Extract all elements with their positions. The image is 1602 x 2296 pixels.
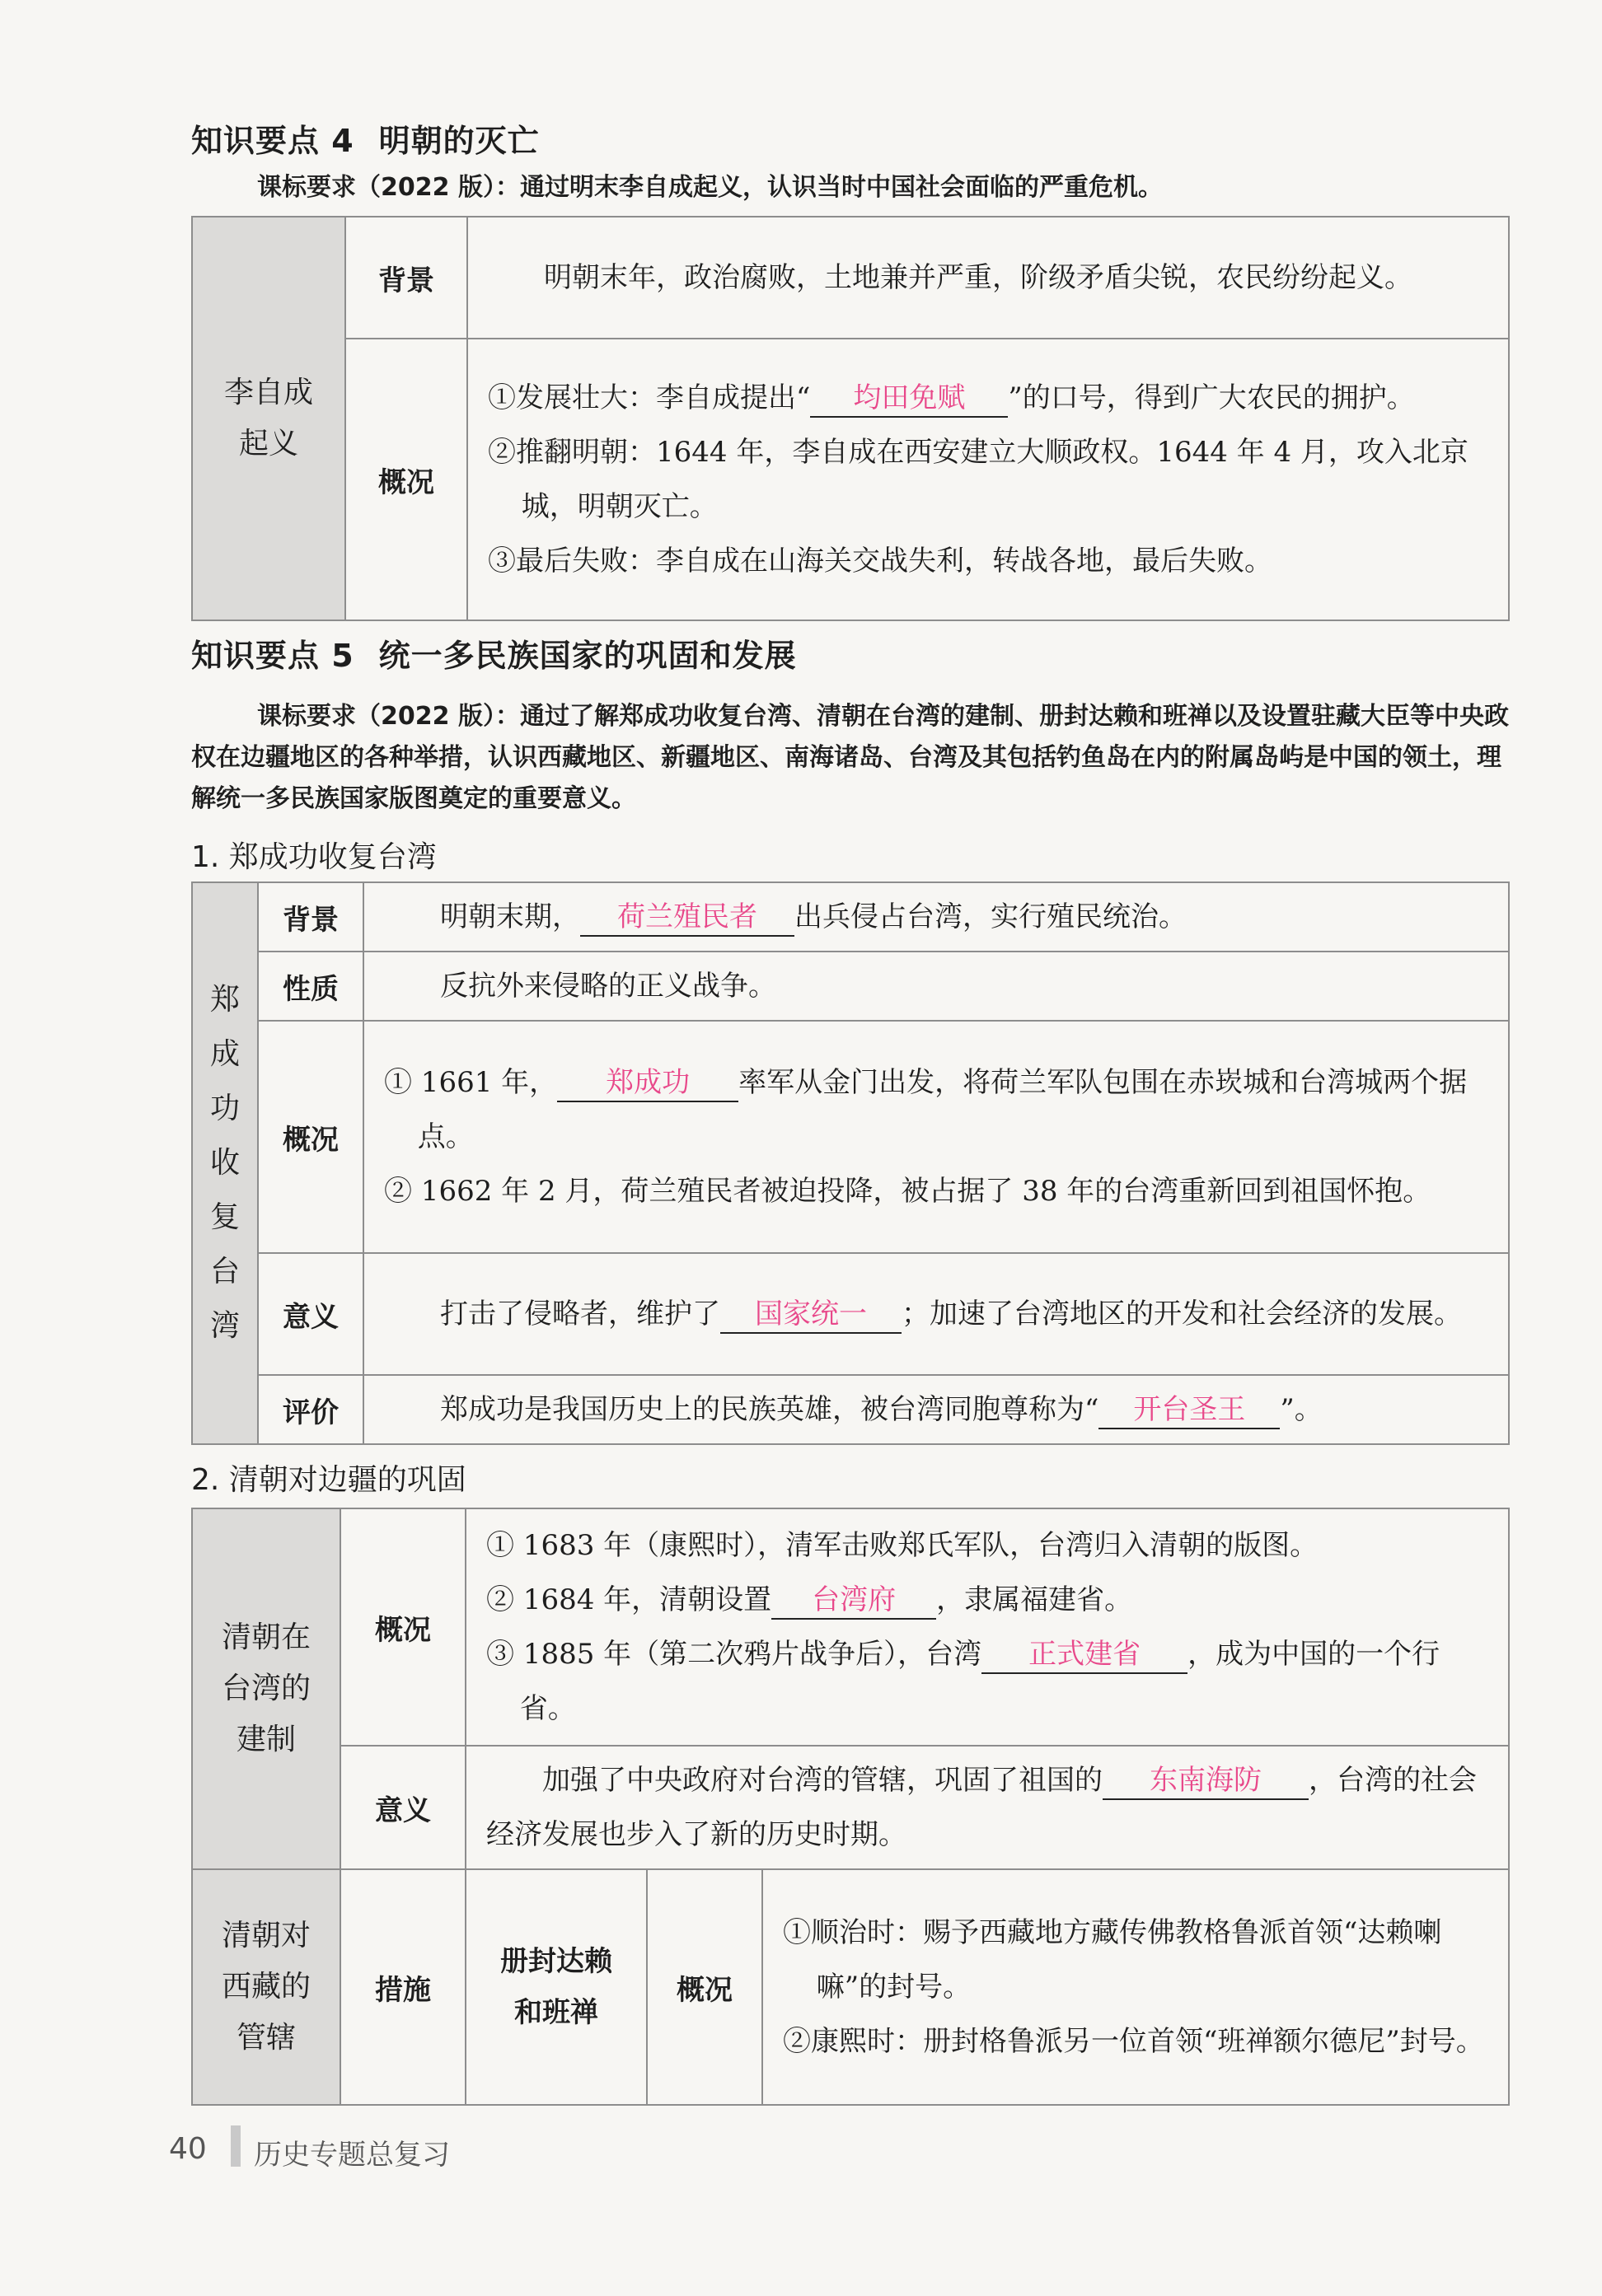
sec1-ov1-pre: ① 1661 年，	[384, 1066, 558, 1099]
sec1-eval-pre: 郑成功是我国历史上的民族英雄，被台湾同胞尊称为“	[440, 1393, 1099, 1426]
kp4-overview	[467, 339, 1509, 620]
sec1-sig-answer: 国家统一	[720, 1296, 902, 1334]
sec1-side-char: 台	[209, 1255, 240, 1288]
sec2-tw2-answer: 台湾府	[771, 1582, 936, 1620]
sec2-table	[191, 1508, 1510, 2106]
sec1-side-char: 湾	[209, 1309, 240, 1343]
sec2-twsig-pre: 加强了中央政府对台湾的管辖，巩固了祖国的	[542, 1764, 1103, 1797]
sec1-sig-post: ；加速了台湾地区的开发和社会经济的发展。	[902, 1298, 1462, 1330]
sec2-tibet-measure-label: 措施	[340, 1869, 466, 2105]
kp4-bg-text: 明朝末年，政治腐败，土地兼并严重，阶级矛盾尖锐，农民纷纷起义。	[467, 217, 1509, 339]
sec1-ov-item-2: ② 1662 年 2 月，荷兰殖民者被迫投降，被占据了 38 年的台湾重新回到祖国怀抱。	[384, 1175, 1431, 1208]
book-title: 历史专题总复习	[254, 2139, 450, 2172]
kp4-side-label	[192, 217, 345, 620]
kp5-requirement: 课标要求（2022 版）：通过了解郑成功收复台湾、清朝在台湾的建制、册封达赖和班禅以及设置驻藏大臣等中央政权在边疆地区的各种举措，认识西藏地区、新疆地区、南海诸岛、台湾及其包括钓鱼岛在内的附属岛屿是中国的领土，理解统一多民族国家版图奠定的重要意义。	[191, 702, 1509, 813]
sec2-tw3-post: ，成为中国的一个行省。	[519, 1638, 1440, 1725]
sec2-xz-item-2: ②康熙时：册封格鲁派另一位首领“班禅额尔德尼”封号。	[783, 2025, 1484, 2058]
sec2-tw-item-2	[486, 1573, 1490, 1627]
kp4-table	[191, 216, 1510, 621]
sec1-ov-item-1	[384, 1055, 1490, 1164]
kp5-heading	[191, 630, 797, 676]
sec2-tibet-side-text: 清朝对西藏的管辖	[221, 1919, 311, 2055]
footer-divider	[231, 2125, 241, 2167]
sec2-tibet-measure-text: 册封达赖和班禅	[500, 1945, 612, 2029]
sec1-bg-pre: 明朝末期，	[440, 900, 580, 933]
sec1-overview-label: 概况	[258, 1021, 363, 1253]
kp4-heading-title: 明朝的灭亡	[378, 123, 540, 159]
kp4-heading	[191, 115, 540, 161]
sec2-tw3-pre: ③ 1885 年（第二次鸦片战争后），台湾	[486, 1638, 982, 1671]
sec1-significance-text	[363, 1253, 1509, 1375]
kp4-bg-label: 背景	[345, 217, 467, 339]
sec1-side-char: 成	[209, 1037, 240, 1071]
sec1-bg-text	[363, 882, 1509, 952]
sec1-side-char: 郑	[209, 983, 240, 1017]
sec1-side-char: 收	[209, 1146, 240, 1180]
sec2-tw2-pre: ② 1684 年，清朝设置	[486, 1583, 772, 1616]
sec2-tibet-overview-label: 概况	[647, 1869, 762, 2105]
sec1-nature-label: 性质	[258, 952, 363, 1021]
page-number: 40	[169, 2132, 207, 2166]
sec2-tw-item-3	[486, 1627, 1490, 1736]
sec1-significance-label: 意义	[258, 1253, 363, 1375]
kp4-ov-item-1	[488, 371, 1490, 425]
sec2-tw-item-1: ① 1683 年（康熙时），清军击败郑氏军队，台湾归入清朝的版图。	[486, 1529, 1319, 1562]
sec2-tibet-side-label	[192, 1869, 340, 2105]
sec2-taiwan-overview	[466, 1508, 1509, 1746]
section2-title: 2. 清朝对边疆的巩固	[191, 1463, 466, 1497]
sec2-xz-item-1: ①顺治时：赐予西藏地方藏传佛教格鲁派首领“达赖喇嘛”的封号。	[783, 1916, 1442, 2004]
kp4-ov1-pre: ①发展壮大：李自成提出“	[488, 381, 811, 414]
sec1-bg-post: 出兵侵占台湾，实行殖民统治。	[794, 900, 1187, 933]
sec1-sig-pre: 打击了侵略者，维护了	[440, 1298, 720, 1330]
section1-title: 1. 郑成功收复台湾	[191, 840, 437, 874]
kp4-ov-item-2: ②推翻明朝：1644 年，李自成在西安建立大顺政权。1644 年 4 月，攻入北京城，明朝灭亡。	[488, 436, 1468, 523]
sec1-side-char: 功	[209, 1092, 240, 1125]
sec2-twsig-answer: 东南海防	[1103, 1762, 1309, 1800]
sec2-tibet-overview	[762, 1869, 1509, 2105]
sec1-bg-answer: 荷兰殖民者	[580, 899, 794, 937]
sec2-tw2-post: ，隶属福建省。	[936, 1583, 1133, 1616]
sec1-overview	[363, 1021, 1509, 1253]
kp4-overview-label: 概况	[345, 339, 467, 620]
kp4-ov-item-3: ③最后失败：李自成在山海关交战失利，转战各地，最后失败。	[488, 545, 1272, 578]
sec2-taiwan-side-text: 清朝在台湾的建制	[221, 1620, 311, 1756]
kp4-requirement: 课标要求（2022 版）：通过明末李自成起义，认识当时中国社会面临的严重危机。	[257, 173, 1163, 202]
sec2-twsig-post: ，台湾的社会经济发展也步入了新的历史时期。	[486, 1764, 1477, 1851]
sec1-evaluation-label: 评价	[258, 1375, 363, 1444]
sec1-side-label	[192, 882, 258, 1444]
sec1-eval-answer: 开台圣王	[1098, 1391, 1280, 1429]
kp4-ov1-post: ”的口号，得到广大农民的拥护。	[1008, 381, 1415, 414]
sec2-taiwan-overview-label: 概况	[340, 1508, 466, 1746]
sec2-taiwan-significance-label: 意义	[340, 1746, 466, 1869]
sec1-bg-label: 背景	[258, 882, 363, 952]
kp4-side-text: 李自成起义	[223, 376, 313, 461]
sec1-ov1-post: 率军从金门出发，将荷兰军队包围在赤崁城和台湾城两个据点。	[417, 1066, 1468, 1153]
kp4-ov1-answer: 均田免赋	[810, 380, 1008, 418]
sec2-tw3-answer: 正式建省	[981, 1636, 1187, 1674]
kp5-heading-title: 统一多民族国家的巩固和发展	[378, 638, 797, 674]
kp4-heading-number: 知识要点 4	[191, 123, 354, 159]
sec1-side-char: 复	[209, 1200, 240, 1234]
sec2-taiwan-significance-text	[466, 1746, 1509, 1869]
kp5-heading-number: 知识要点 5	[191, 638, 354, 674]
sec1-eval-post: ”。	[1280, 1393, 1323, 1426]
sec1-ov1-answer: 郑成功	[557, 1064, 738, 1102]
sec1-table	[191, 881, 1510, 1445]
sec1-nature-text: 反抗外来侵略的正义战争。	[363, 952, 1509, 1021]
sec2-taiwan-side-label	[192, 1508, 340, 1869]
sec1-evaluation-text	[363, 1375, 1509, 1444]
sec2-tibet-measure-cell	[466, 1869, 647, 2105]
